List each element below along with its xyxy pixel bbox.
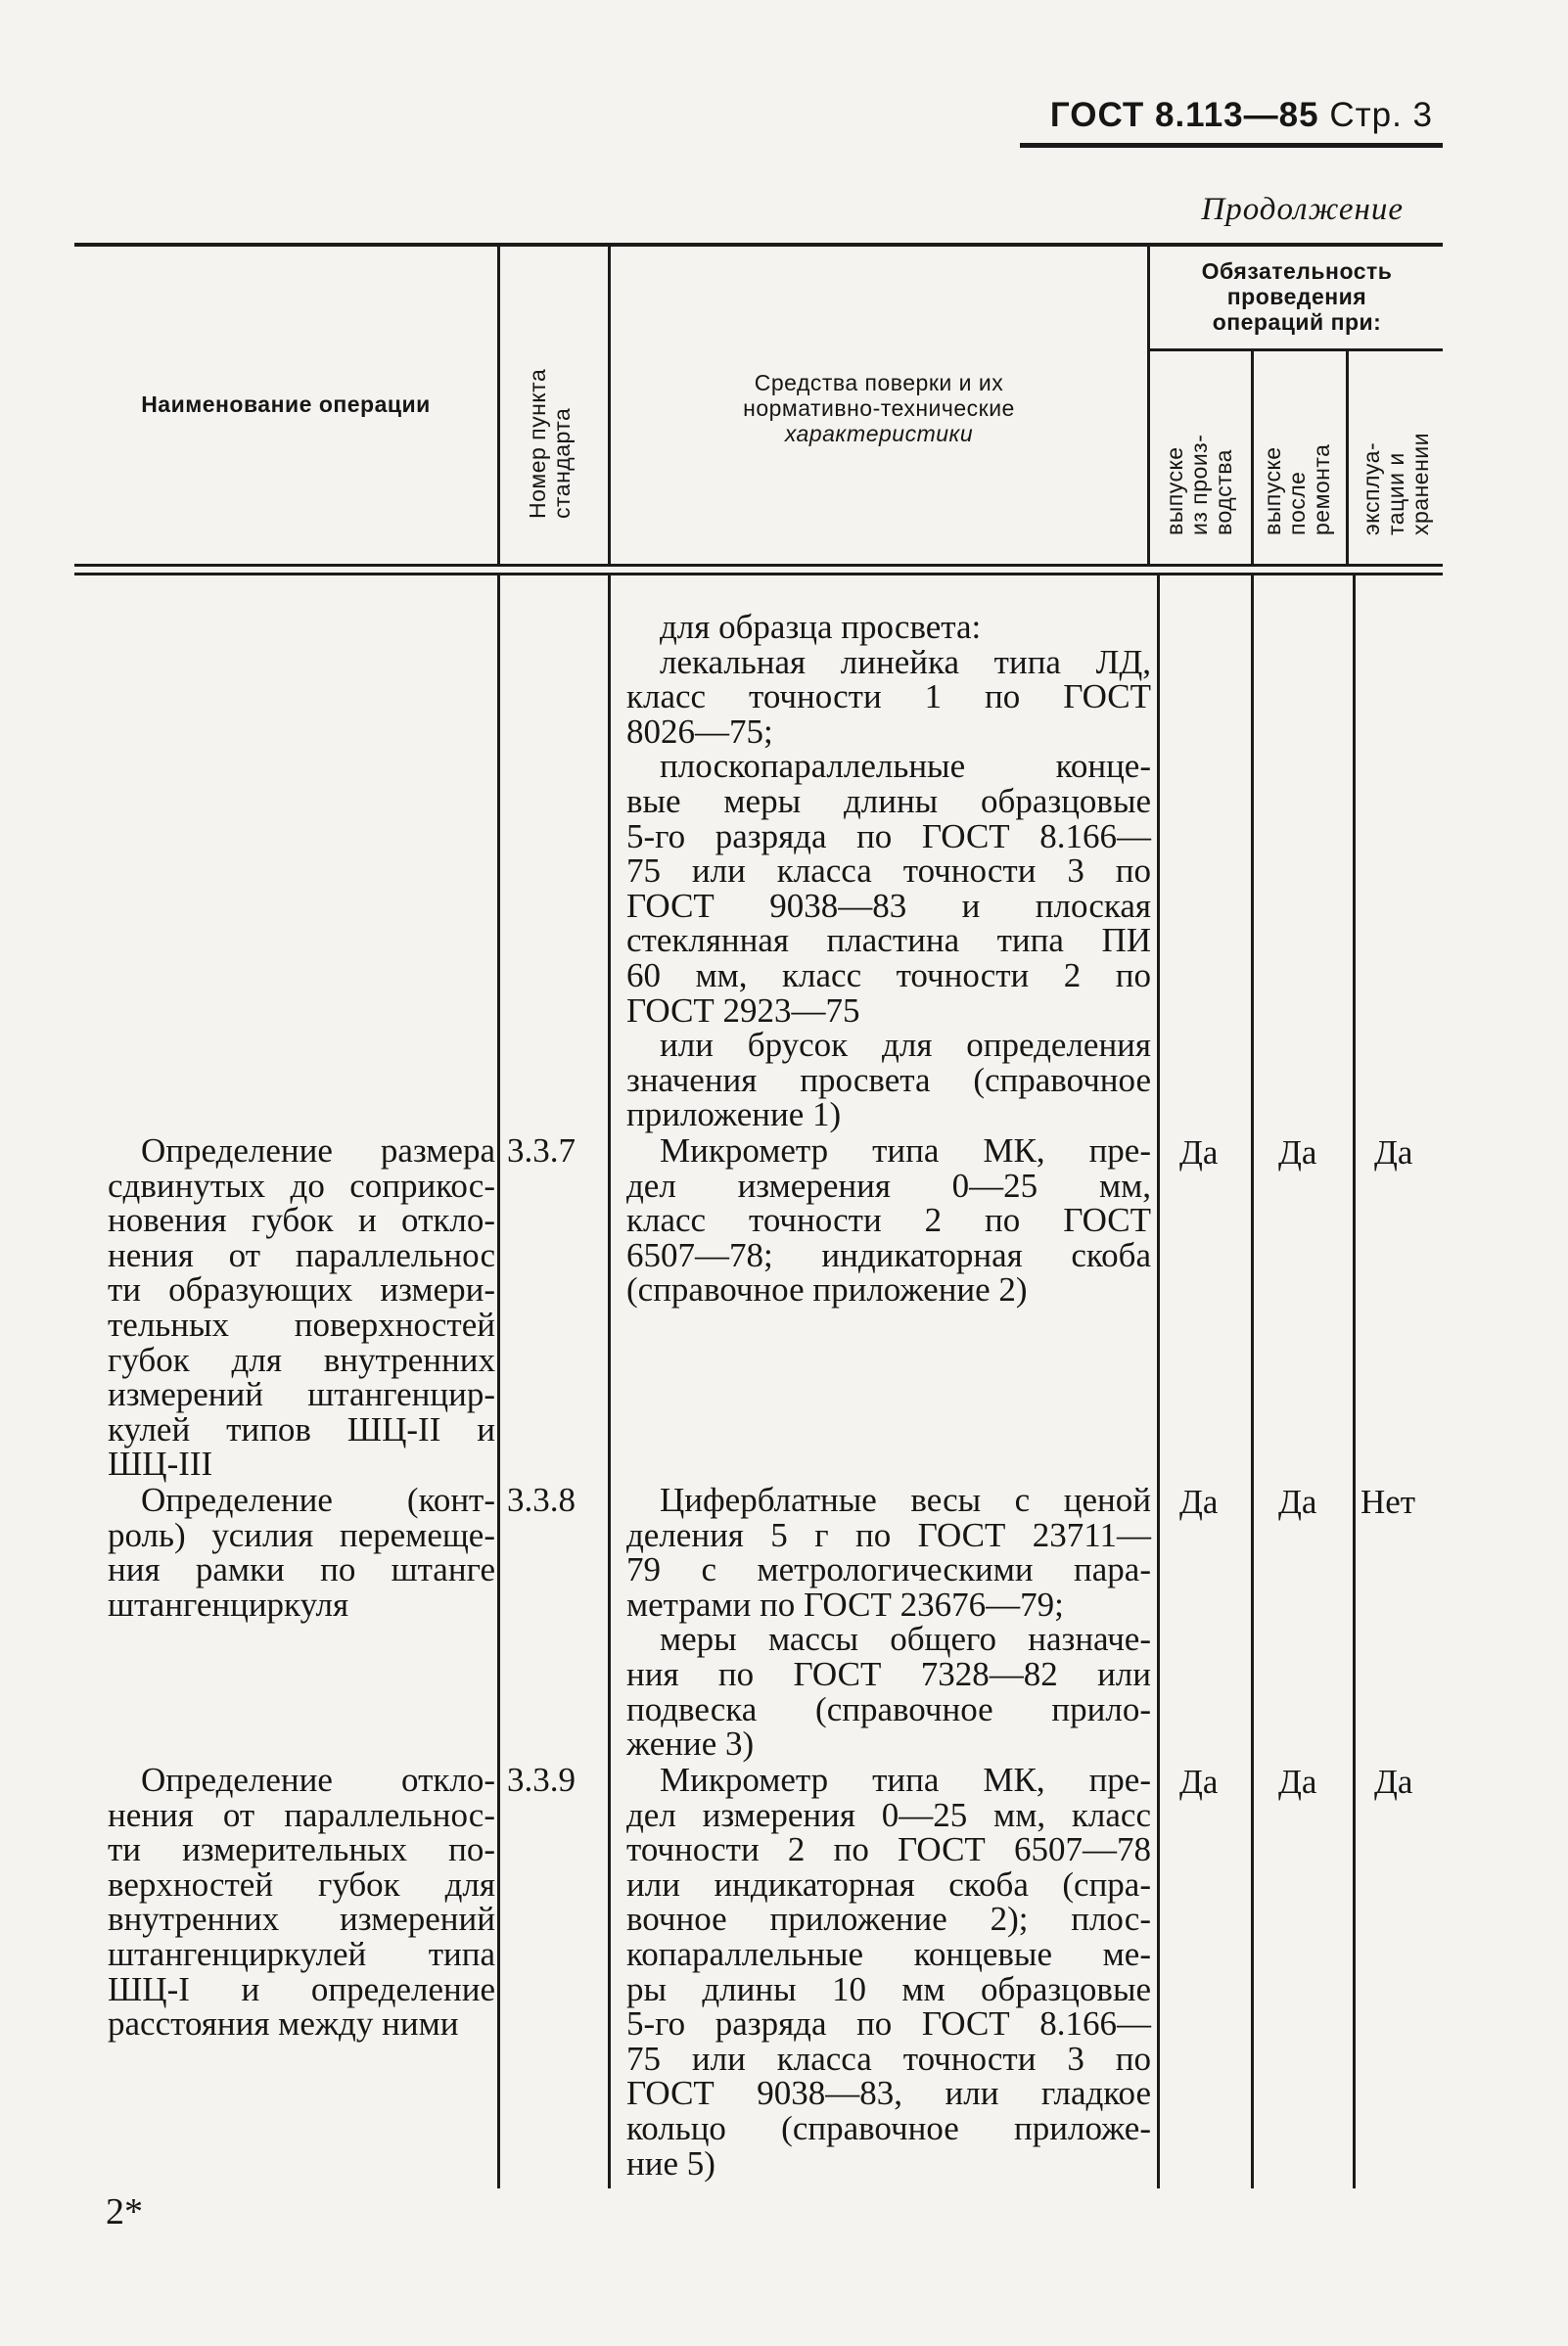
row-2-clause: 3.3.7 (507, 1131, 576, 1170)
header-line: характеристики (784, 421, 974, 446)
header-line: выпуске (1260, 446, 1285, 535)
continuation-label: Продолжение (1201, 192, 1404, 227)
text-line: меры массы общего назначе- (660, 1620, 1151, 1659)
text-line: ШЦ-I и определение (108, 1969, 495, 2008)
text-line: новения губок и откло- (108, 1201, 495, 1240)
text-line: для образца просвета: (660, 608, 982, 646)
text-line: Микрометр типа МК, пре- (660, 1761, 1151, 1799)
page-number: Стр. 3 (1329, 96, 1433, 134)
column-header-operation-storage (1360, 379, 1436, 535)
body-divider-3 (1157, 575, 1160, 2188)
text-line: сдвинутых до соприкос- (108, 1166, 495, 1205)
header-line: Обязательность (1201, 258, 1393, 284)
text-line: ние 5) (626, 2143, 715, 2183)
header-divider-2 (608, 247, 611, 564)
text-line: или индикаторная скоба (спра- (626, 1864, 1151, 1904)
text-line: кольцо (справочное приложе- (626, 2108, 1151, 2147)
text-line: штангенциркулей типа (108, 1934, 495, 1973)
text-line: метрами по ГОСТ 23676—79; (626, 1585, 1064, 1624)
text-line: лекальная линейка типа ЛД, (660, 642, 1151, 681)
text-line: ния рамки по штанге (108, 1550, 495, 1589)
text-line: дел измерения 0—25 мм, (626, 1166, 1151, 1205)
row-4-operation-storage: Да (1374, 1763, 1413, 1801)
header-line: ремонта (1309, 443, 1334, 535)
column-header-means (615, 370, 1143, 446)
text-line: нения от параллельнос- (108, 1795, 495, 1834)
row-1-means (626, 610, 1151, 1132)
row-4-operation (108, 1763, 495, 2042)
text-line: вые меры длины образцовые (626, 781, 1151, 820)
text-line: 5-го разряда по ГОСТ 8.166— (626, 816, 1151, 855)
text-line: ГОСТ 9038—83 и плоская (626, 886, 1151, 925)
body-divider-5 (1353, 575, 1356, 2188)
text-line: 5-го разряда по ГОСТ 8.166— (626, 2004, 1151, 2044)
text-line: стеклянная пластина типа ПИ (626, 921, 1151, 960)
header-line: из произ- (1186, 434, 1212, 535)
row-3-operation-storage: Нет (1360, 1483, 1416, 1521)
text-line: 75 или класса точности 3 по (626, 2039, 1151, 2078)
text-line: тельных поверхностей (108, 1305, 495, 1344)
text-line: 8026—75; (626, 712, 773, 751)
body-divider-2 (608, 575, 611, 2188)
text-line: (справочное приложение 2) (626, 1270, 1028, 1310)
text-line: Определение откло- (141, 1761, 495, 1799)
row-3-clause: 3.3.8 (507, 1481, 576, 1519)
row-4-repair: Да (1278, 1763, 1317, 1801)
header-line: тации и (1383, 452, 1408, 535)
column-header-operation: Наименование операции (141, 391, 431, 417)
header-divider-3 (1147, 247, 1150, 564)
header-line: Номер пункта (525, 368, 550, 519)
header-divider-4 (1251, 348, 1254, 564)
text-line: ти измерительных по- (108, 1830, 495, 1869)
text-line: плоскопараллельные конце- (660, 747, 1151, 786)
row-2-release: Да (1179, 1133, 1219, 1172)
text-line: ГОСТ 9038—83, или гладкое (626, 2074, 1151, 2113)
row-2-operation-storage: Да (1374, 1133, 1413, 1172)
row-4-means (626, 1763, 1151, 2181)
text-line: Циферблатные весы с ценой (660, 1481, 1151, 1519)
row-4-release: Да (1179, 1763, 1219, 1801)
header-bottom-rule-1 (74, 564, 1443, 567)
page-header (1050, 96, 1433, 135)
row-3-release: Да (1179, 1483, 1219, 1521)
header-line: нормативно-технические (743, 395, 1015, 421)
header-line: Средства поверки и их (754, 370, 1004, 395)
text-line: Микрометр типа МК, пре- (660, 1131, 1151, 1170)
text-line: внутренних измерений (108, 1900, 495, 1939)
text-line: Определение (конт- (141, 1481, 495, 1519)
row-3-repair: Да (1278, 1483, 1317, 1521)
text-line: жение 3) (626, 1725, 755, 1764)
text-line: приложение 1) (626, 1095, 842, 1134)
body-divider-1 (497, 575, 500, 2188)
text-line: класс точности 1 по ГОСТ (626, 677, 1151, 716)
text-line: 60 мм, класс точности 2 по (626, 955, 1151, 994)
text-line: расстояния между ними (108, 2004, 459, 2044)
text-line: ШЦ-III (108, 1445, 213, 1484)
row-2-repair: Да (1278, 1133, 1317, 1172)
column-header-clause (526, 323, 580, 519)
text-line: губок для внутренних (108, 1340, 495, 1379)
table-top-rule (74, 243, 1443, 247)
text-line: 75 или класса точности 3 по (626, 851, 1151, 891)
text-line: ГОСТ 2923—75 (626, 990, 860, 1030)
row-3-means (626, 1483, 1151, 1762)
text-line: значения просвета (справочное (626, 1060, 1151, 1099)
header-bottom-rule-2 (74, 573, 1443, 575)
document-id: ГОСТ 8.113—85 (1049, 96, 1319, 134)
text-line: нения от параллельнос (108, 1235, 495, 1274)
text-line: измерений штангенцир- (108, 1375, 495, 1414)
header-rule (1020, 143, 1443, 148)
text-line: точности 2 по ГОСТ 6507—78 (626, 1830, 1151, 1869)
header-line: выпуске (1162, 446, 1187, 535)
text-line: 6507—78; индикаторная скоба (626, 1235, 1151, 1274)
row-2-means (626, 1133, 1151, 1308)
mandatory-subheader-rule (1147, 348, 1443, 351)
text-line: ры длины 10 мм образцовые (626, 1969, 1151, 2008)
text-line: класс точности 2 по ГОСТ (626, 1201, 1151, 1240)
sheet-mark: 2* (106, 2191, 143, 2232)
header-line: проведения (1226, 284, 1367, 309)
text-line: или брусок для определения (660, 1026, 1151, 1065)
header-line: после (1284, 471, 1310, 535)
body-divider-4 (1251, 575, 1254, 2188)
header-divider-5 (1346, 348, 1349, 564)
text-line: 79 с метрологическими пара- (626, 1550, 1151, 1589)
text-line: кулей типов ШЦ-II и (108, 1409, 495, 1449)
text-line: копараллельные концевые ме- (626, 1934, 1151, 1973)
text-line: роль) усилия перемеще- (108, 1515, 495, 1554)
header-line: водства (1211, 449, 1236, 535)
header-line: эксплуа- (1359, 441, 1384, 535)
header-line: операций при: (1212, 309, 1382, 335)
header-divider-1 (497, 247, 500, 564)
text-line: подвеска (справочное прило- (626, 1689, 1151, 1728)
row-4-clause: 3.3.9 (507, 1761, 576, 1799)
row-3-operation (108, 1483, 495, 1622)
column-header-release (1163, 379, 1239, 535)
text-line: верхностей губок для (108, 1864, 495, 1904)
text-line: штангенциркуля (108, 1585, 349, 1624)
text-line: деления 5 г по ГОСТ 23711— (626, 1515, 1151, 1554)
row-2-operation (108, 1133, 495, 1482)
text-line: ния по ГОСТ 7328—82 или (626, 1654, 1151, 1693)
text-line: Определение размера (141, 1131, 495, 1170)
column-header-mandatory (1151, 258, 1443, 335)
text-line: вочное приложение 2); плос- (626, 1900, 1151, 1939)
header-line: хранении (1407, 433, 1433, 535)
text-line: ти образующих измери- (108, 1270, 495, 1310)
header-line: стандарта (549, 407, 575, 519)
column-header-repair (1261, 379, 1337, 535)
text-line: дел измерения 0—25 мм, класс (626, 1795, 1151, 1834)
